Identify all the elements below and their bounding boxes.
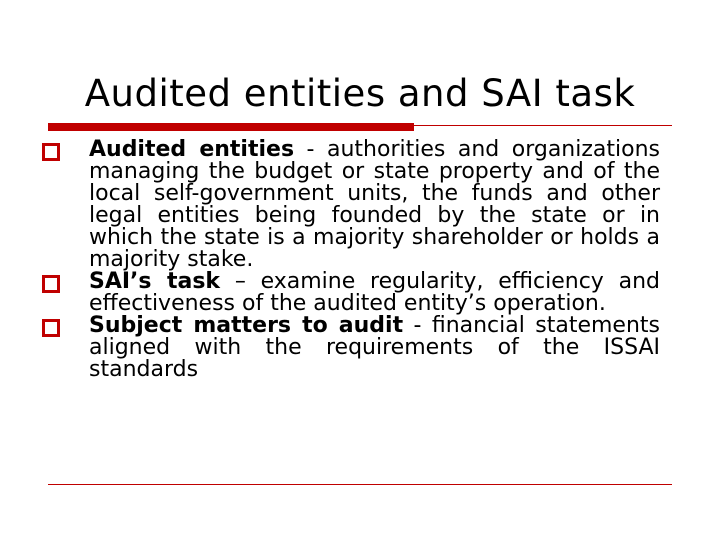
- bullet-text: - authorities and organizations managing the budget or state property and of the local self-government units, the funds and other legal entities being founded by the state or in which the state is a majority shareholder or holds a majority stake.: [89, 137, 660, 272]
- bullet-term: SAI’s task: [89, 269, 221, 294]
- hollow-square-bullet-icon: [42, 275, 60, 293]
- footer-divider: [48, 484, 672, 485]
- bullet-text: - financial statements aligned with the requirements of the ISSAI standards: [89, 313, 660, 382]
- bullet-term: Subject matters to audit: [89, 313, 404, 338]
- bullet-term: Audited entities: [89, 137, 295, 162]
- bullet-text: – examine regularity, efficiency and effectiveness of the audited entity’s operation.: [89, 269, 660, 316]
- bullet-list: [40, 139, 660, 381]
- hollow-square-bullet-icon: [42, 319, 60, 337]
- hollow-square-bullet-icon: [42, 143, 60, 161]
- bullet-item-audited-entities: [40, 139, 660, 271]
- slide-title: Audited entities and SAI task: [84, 72, 636, 115]
- bullet-item-sai-task: [40, 271, 660, 315]
- bullet-item-subject-matters: [40, 315, 660, 381]
- title-underline-thin: [414, 125, 672, 126]
- title-underline-accent: [48, 123, 414, 131]
